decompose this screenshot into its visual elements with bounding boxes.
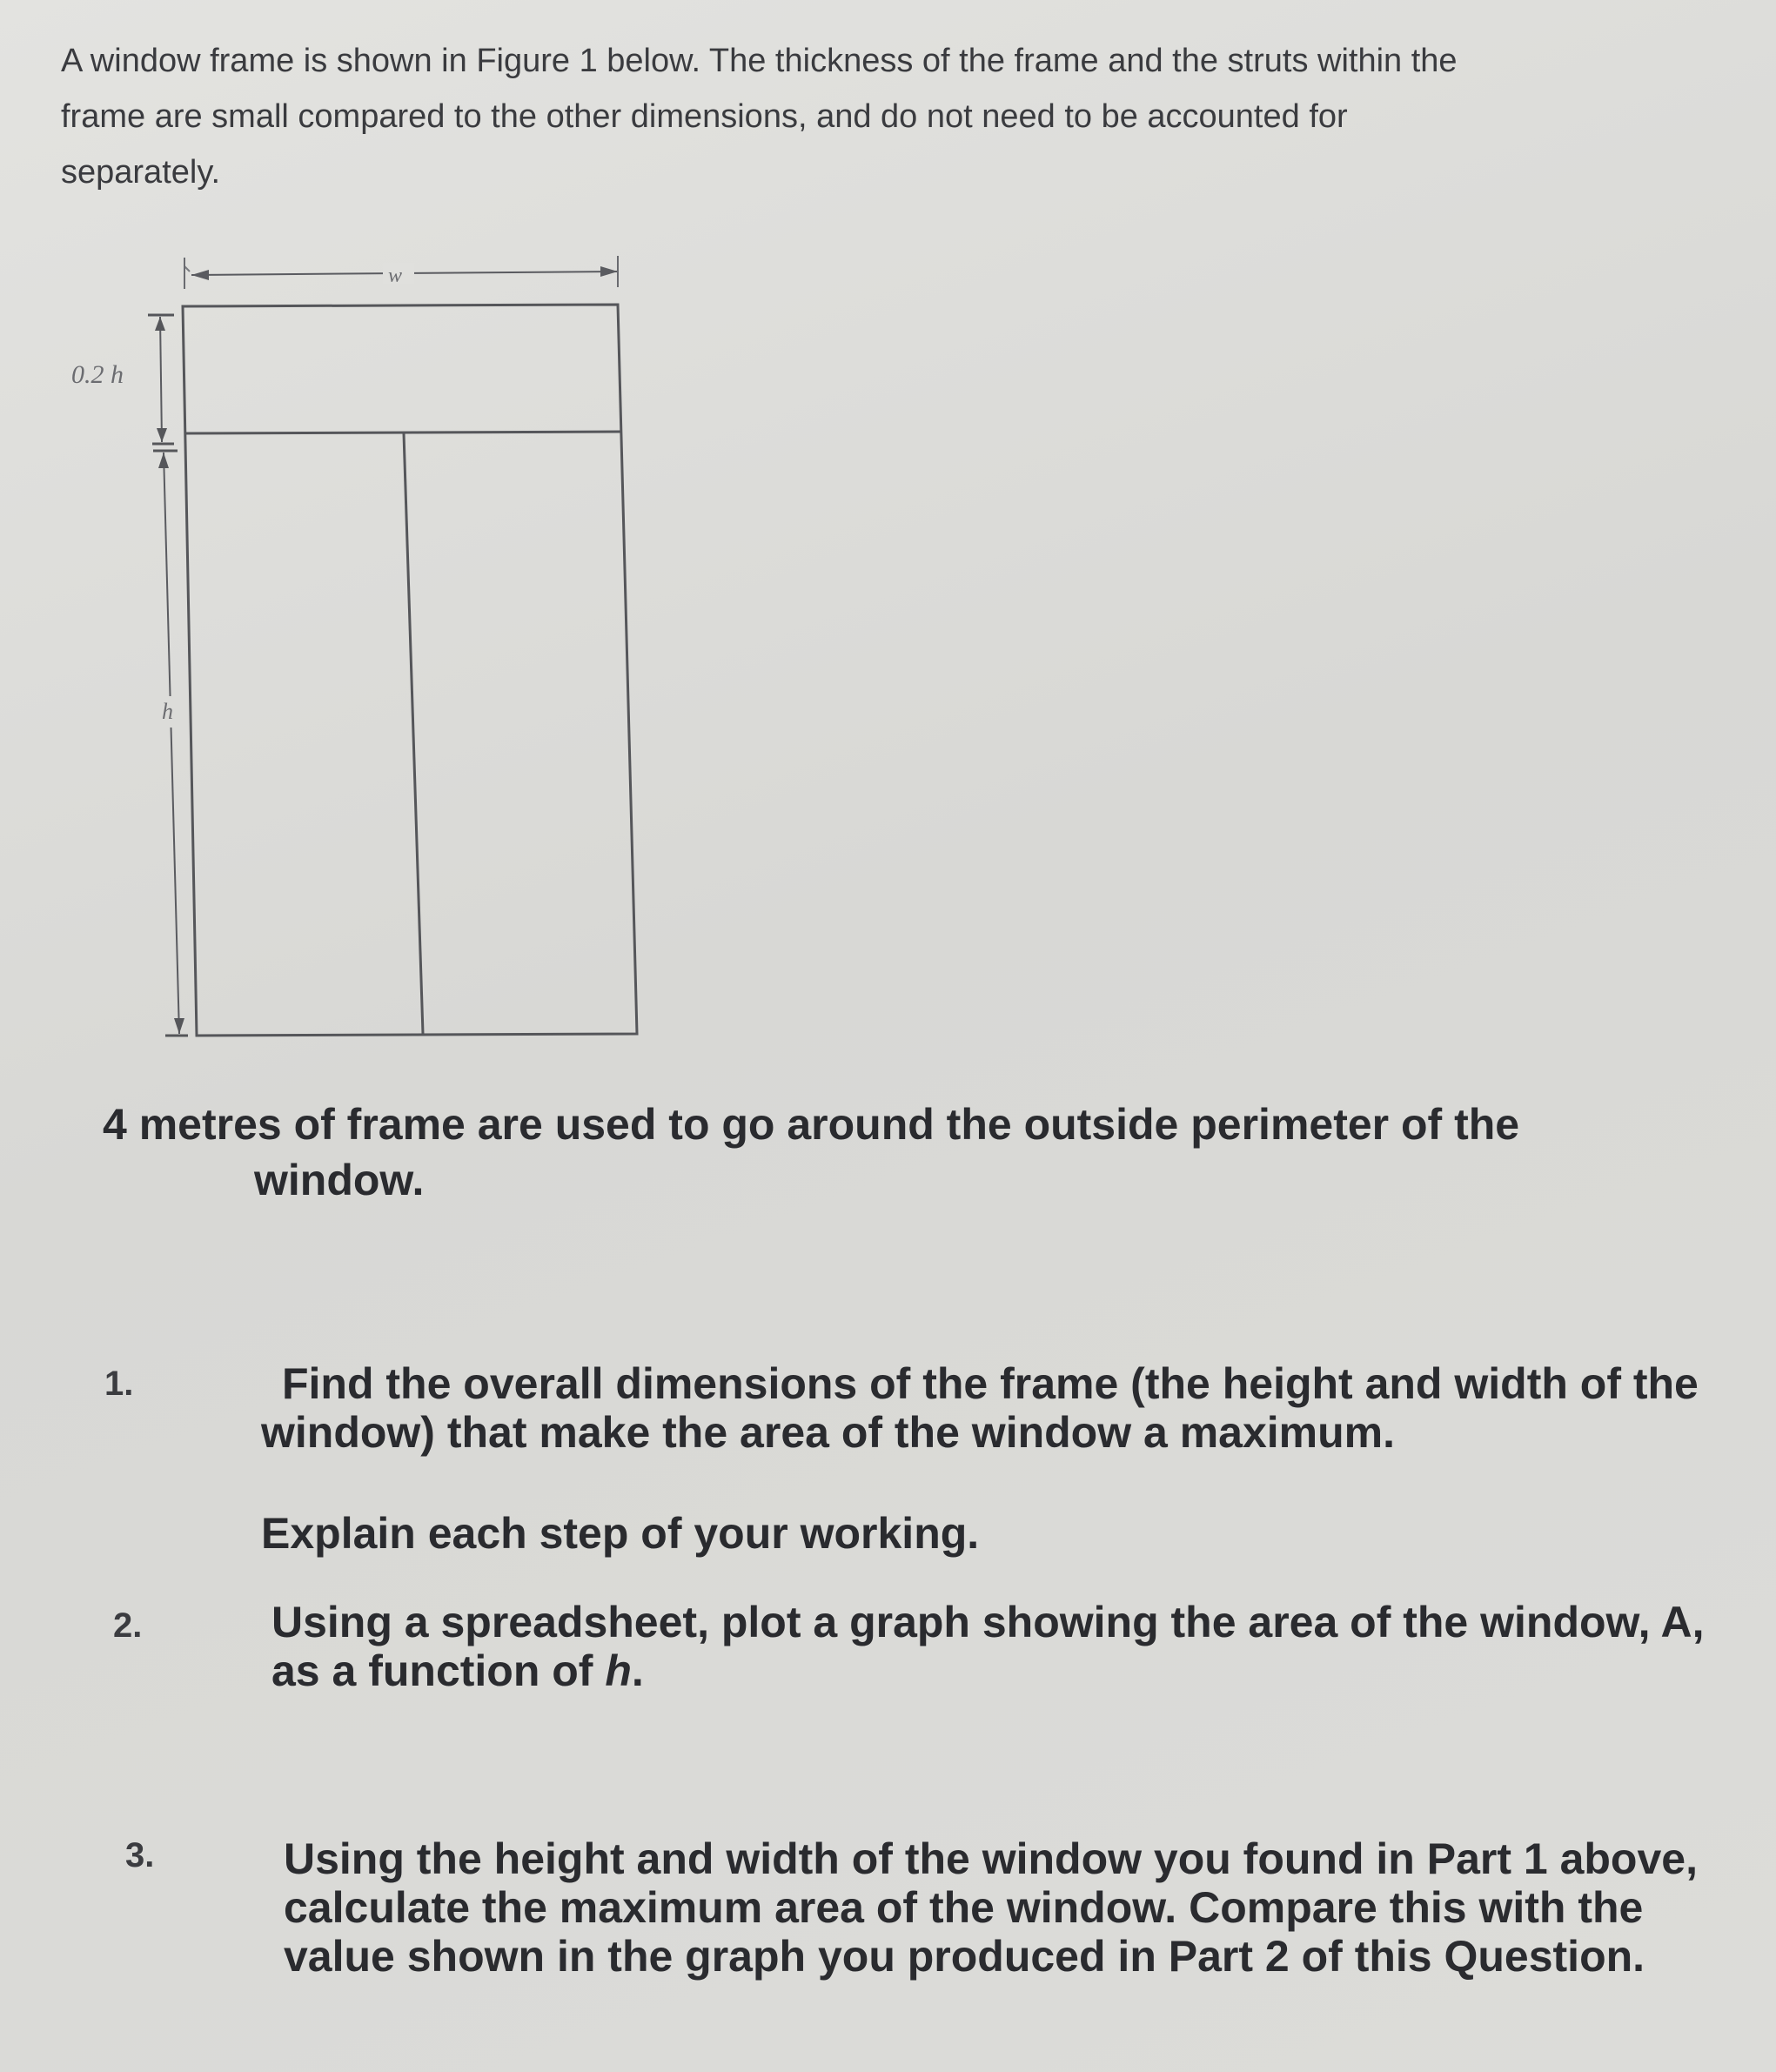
question-3-text: Using the height and width of the window you found in Part 1 above, calculate the maximum area of the window. Compare this with the value shown in the graph you produced in Part 2 of this Question. [284, 1834, 1698, 1981]
width-label: w [388, 265, 403, 287]
question-number-2: 2. [113, 1606, 143, 1645]
height-dimension-line [164, 453, 179, 1034]
question-number-3: 3. [125, 1836, 155, 1874]
question-1-text: Find the overall dimensions of the frame (the height and width of the window) that make the area of the window a maximum. [261, 1359, 1699, 1457]
question-2-variable: h [605, 1646, 632, 1695]
question-2-text: Using a spreadsheet, plot a graph showing the area of the window, A, as a function of [271, 1598, 1705, 1695]
question-1 [261, 1359, 1740, 1558]
window-frame-diagram [52, 244, 661, 1053]
window-transom [184, 432, 622, 433]
question-2 [271, 1598, 1751, 1695]
perimeter-statement [103, 1096, 1669, 1208]
height-label: h [162, 699, 173, 724]
top-section-label: 0.2 h [71, 360, 124, 389]
width-arrow-right [600, 266, 618, 277]
width-arrow-left [191, 270, 209, 280]
window-mullion [404, 433, 423, 1034]
statement-line-2: window. [254, 1156, 425, 1204]
question-number-1: 1. [104, 1365, 134, 1403]
question-1-explain: Explain each step of your working. [261, 1509, 980, 1558]
intro-paragraph [61, 33, 1471, 200]
top-dimension-line [160, 317, 162, 442]
window-outer-frame [183, 305, 637, 1036]
statement-line-1: 4 metres of frame are used to go around the outside perimeter of the [103, 1100, 1520, 1149]
window-frame-figure [52, 244, 661, 1053]
question-3 [284, 1834, 1711, 1981]
intro-text: A window frame is shown in Figure 1 below. The thickness of the frame and the struts within the frame are small compared to the other dimensions, and do not need to be accounted for separately. [61, 43, 1458, 191]
question-2-period: . [631, 1646, 644, 1695]
